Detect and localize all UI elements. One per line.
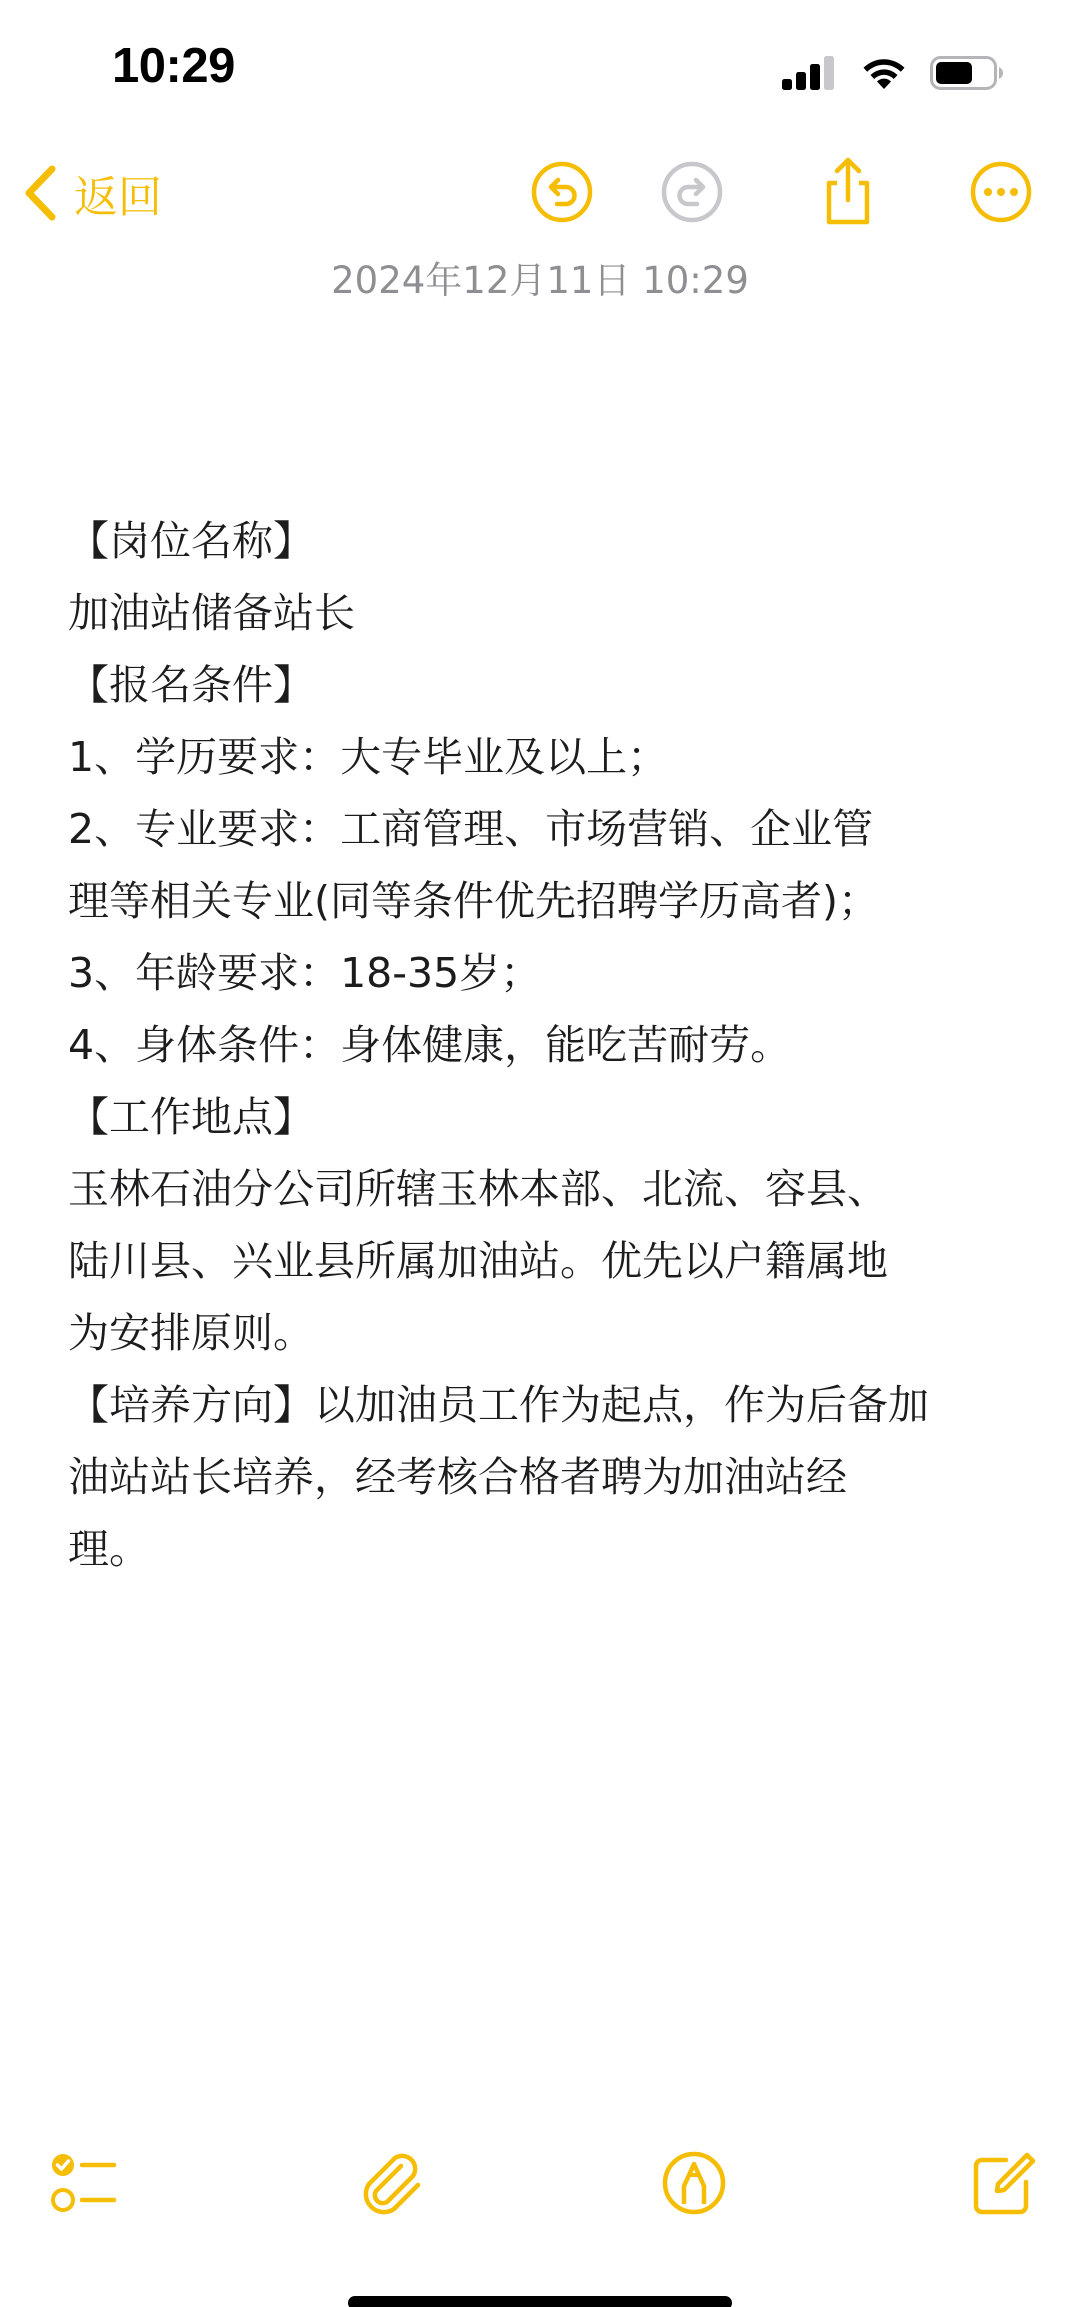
status-time: 10:29 <box>112 39 235 93</box>
checklist-button[interactable] <box>48 2148 118 2218</box>
note-line: 2、专业要求：工商管理、市场营销、企业管 <box>68 805 874 853</box>
note-line: 【工作地点】 <box>68 1093 314 1141</box>
note-line: 为安排原则。 <box>68 1309 314 1357</box>
note-line: 【报名条件】 <box>68 661 314 709</box>
home-indicator[interactable] <box>348 2296 732 2307</box>
undo-button[interactable] <box>530 160 594 224</box>
compose-button[interactable] <box>968 2148 1038 2218</box>
markup-button[interactable] <box>659 2148 729 2218</box>
note-body[interactable] <box>68 505 1018 1585</box>
share-icon <box>816 156 880 226</box>
back-label: 返回 <box>74 172 162 223</box>
paperclip-icon <box>358 2148 428 2218</box>
status-bar <box>0 0 1080 140</box>
more-button[interactable] <box>969 160 1033 224</box>
note-line: 油站站长培养，经考核合格者聘为加油站经 <box>68 1453 847 1501</box>
note-line: 4、身体条件：身体健康，能吃苦耐劳。 <box>68 1021 792 1069</box>
markup-pen-icon <box>659 2148 729 2218</box>
note-line: 3、年龄要求：18-35岁； <box>68 949 542 997</box>
more-icon <box>969 160 1033 224</box>
note-date: 2024年12月11日 10:29 <box>331 259 749 302</box>
note-line: 理等相关专业(同等条件优先招聘学历高者)； <box>68 877 879 925</box>
wifi-icon <box>860 55 908 91</box>
checklist-icon <box>48 2148 118 2218</box>
undo-icon <box>530 160 594 224</box>
note-line: 加油站储备站长 <box>68 589 355 637</box>
note-line: 陆川县、兴业县所属加油站。优先以户籍属地 <box>68 1237 888 1285</box>
share-button[interactable] <box>816 156 880 226</box>
battery-icon <box>930 55 1004 91</box>
note-line: 1、学历要求：大专毕业及以上； <box>68 733 669 781</box>
note-line: 【岗位名称】 <box>68 517 314 565</box>
cellular-signal-icon <box>782 55 838 91</box>
note-line: 理。 <box>68 1525 150 1573</box>
note-line: 【培养方向】以加油员工作为起点，作为后备加 <box>68 1381 929 1429</box>
attachment-button[interactable] <box>358 2148 428 2218</box>
compose-icon <box>968 2148 1038 2218</box>
back-button[interactable] <box>20 158 162 228</box>
redo-button[interactable] <box>660 160 724 224</box>
status-icons <box>782 52 1004 94</box>
note-line: 玉林石油分公司所辖玉林本部、北流、容县、 <box>68 1165 888 1213</box>
redo-icon <box>660 160 724 224</box>
chevron-left-icon <box>20 164 60 222</box>
